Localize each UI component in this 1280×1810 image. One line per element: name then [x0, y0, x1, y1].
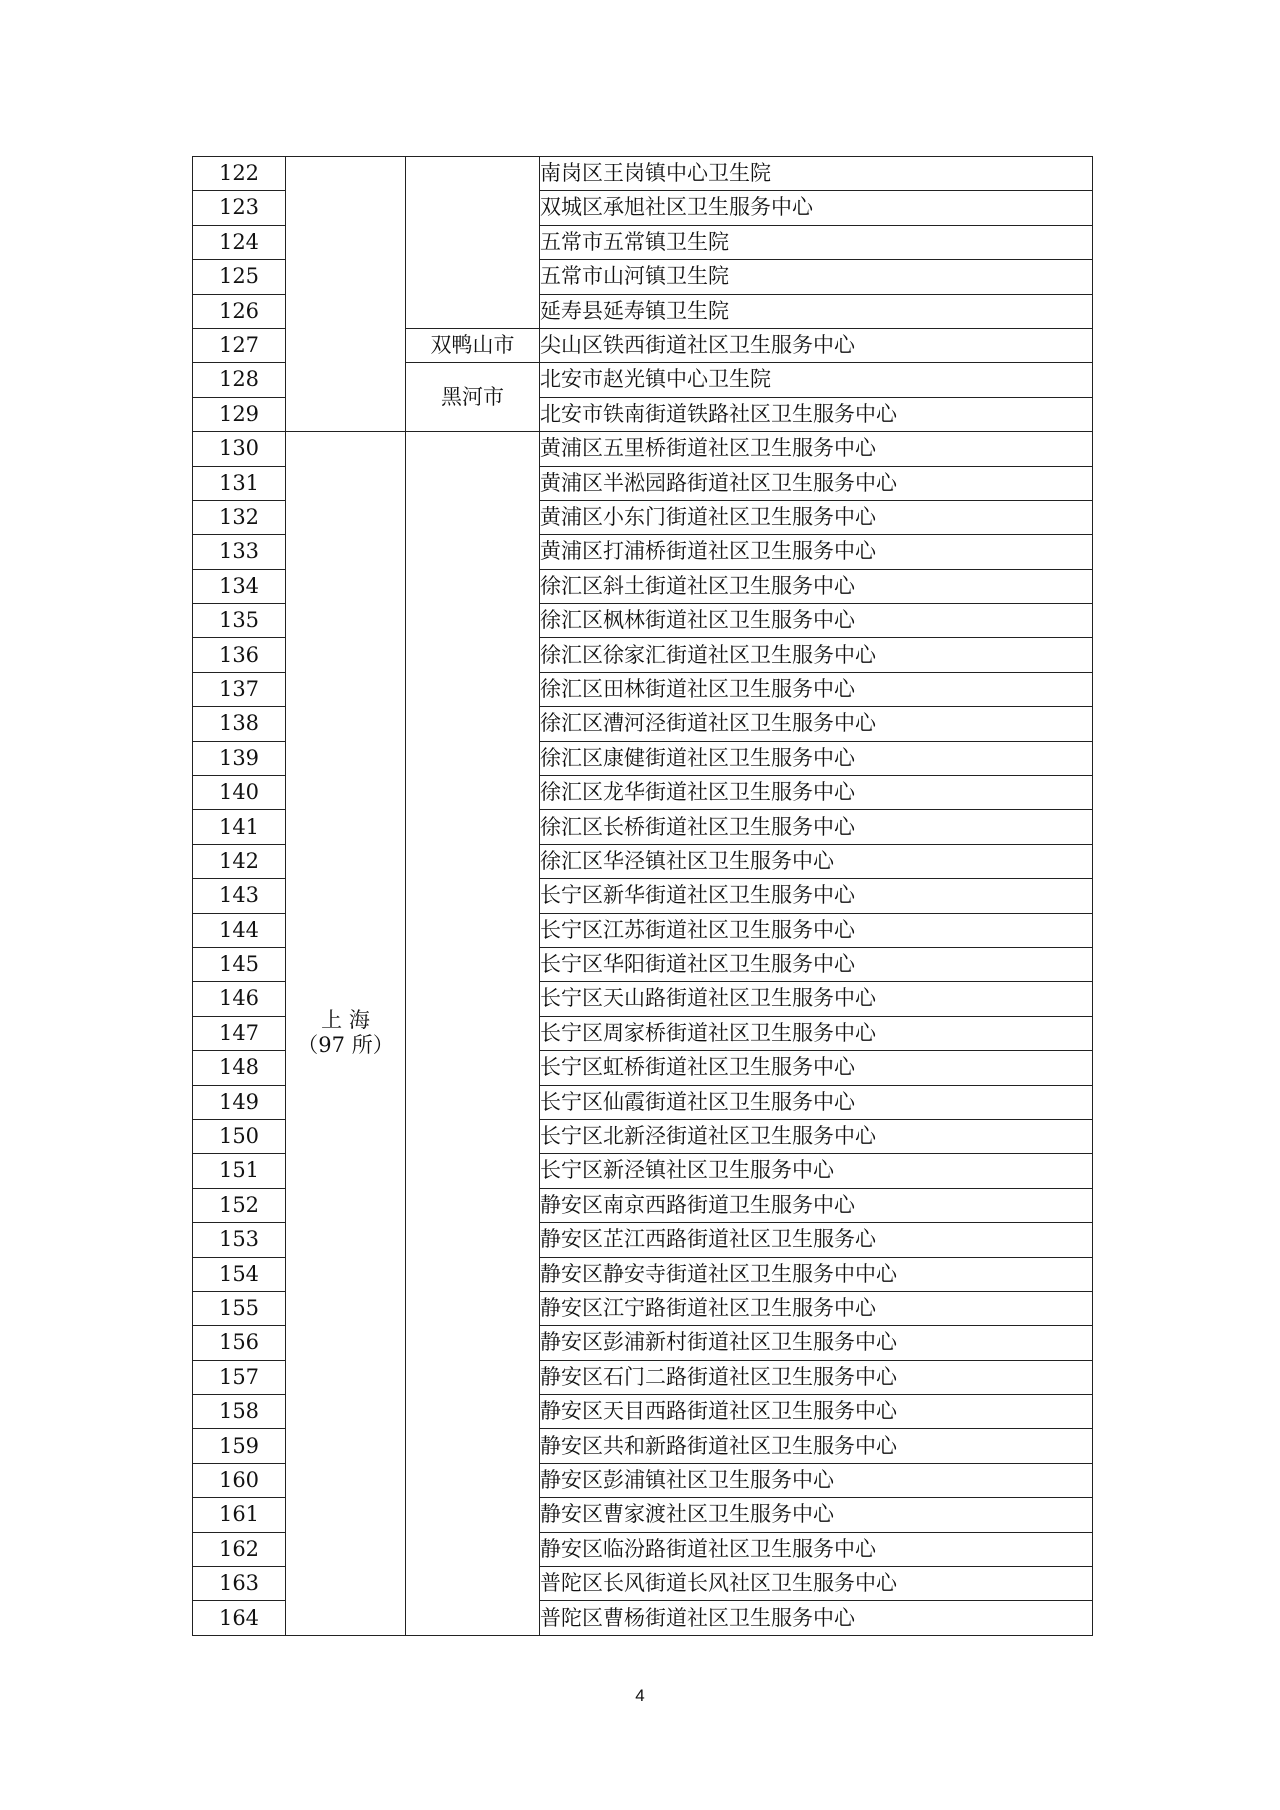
row-number: 163	[193, 1567, 286, 1601]
row-number: 153	[193, 1223, 286, 1257]
facility-name: 黄浦区小东门街道社区卫生服务中心	[540, 500, 1093, 534]
facility-name: 长宁区天山路街道社区卫生服务中心	[540, 982, 1093, 1016]
row-number: 134	[193, 569, 286, 603]
facility-name: 徐汇区枫林街道社区卫生服务中心	[540, 604, 1093, 638]
row-number: 126	[193, 294, 286, 328]
row-number: 130	[193, 432, 286, 466]
row-number: 147	[193, 1016, 286, 1050]
row-number: 159	[193, 1429, 286, 1463]
row-number: 123	[193, 191, 286, 225]
row-number: 135	[193, 604, 286, 638]
facility-table	[192, 156, 1093, 1636]
facility-name: 长宁区新泾镇社区卫生服务中心	[540, 1154, 1093, 1188]
row-number: 128	[193, 363, 286, 397]
row-number: 131	[193, 466, 286, 500]
row-number: 122	[193, 157, 286, 191]
row-number: 136	[193, 638, 286, 672]
facility-name: 南岗区王岗镇中心卫生院	[540, 157, 1093, 191]
facility-name: 延寿县延寿镇卫生院	[540, 294, 1093, 328]
facility-name: 徐汇区龙华街道社区卫生服务中心	[540, 776, 1093, 810]
row-number: 157	[193, 1360, 286, 1394]
row-number: 125	[193, 260, 286, 294]
facility-name: 长宁区新华街道社区卫生服务中心	[540, 879, 1093, 913]
row-number: 127	[193, 328, 286, 362]
row-number: 144	[193, 913, 286, 947]
facility-name: 静安区芷江西路街道社区卫生服务心	[540, 1223, 1093, 1257]
facility-name: 徐汇区漕河泾街道社区卫生服务中心	[540, 707, 1093, 741]
row-number: 146	[193, 982, 286, 1016]
province-cell	[286, 432, 406, 1636]
row-number: 137	[193, 672, 286, 706]
facility-name: 五常市五常镇卫生院	[540, 225, 1093, 259]
row-number: 156	[193, 1326, 286, 1360]
facility-name: 普陀区长风街道长风社区卫生服务中心	[540, 1567, 1093, 1601]
table-row	[193, 157, 1093, 191]
province-cell	[286, 157, 406, 432]
city-cell	[406, 157, 540, 329]
row-number: 124	[193, 225, 286, 259]
facility-name: 长宁区江苏街道社区卫生服务中心	[540, 913, 1093, 947]
facility-name: 长宁区华阳街道社区卫生服务中心	[540, 947, 1093, 981]
facility-name: 徐汇区田林街道社区卫生服务中心	[540, 672, 1093, 706]
row-number: 132	[193, 500, 286, 534]
row-number: 149	[193, 1085, 286, 1119]
row-number: 138	[193, 707, 286, 741]
province-count: （97 所）	[297, 1033, 394, 1058]
facility-name: 普陀区曹杨街道社区卫生服务中心	[540, 1601, 1093, 1635]
row-number: 160	[193, 1463, 286, 1497]
row-number: 139	[193, 741, 286, 775]
facility-name: 静安区南京西路街道卫生服务中心	[540, 1188, 1093, 1222]
row-number: 143	[193, 879, 286, 913]
facility-name: 徐汇区徐家汇街道社区卫生服务中心	[540, 638, 1093, 672]
row-number: 154	[193, 1257, 286, 1291]
facility-table-body	[193, 157, 1093, 1636]
row-number: 152	[193, 1188, 286, 1222]
row-number: 142	[193, 844, 286, 878]
city-cell	[406, 432, 540, 1636]
facility-name: 长宁区虹桥街道社区卫生服务中心	[540, 1051, 1093, 1085]
facility-name: 静安区彭浦镇社区卫生服务中心	[540, 1463, 1093, 1497]
facility-name: 尖山区铁西街道社区卫生服务中心	[540, 328, 1093, 362]
row-number: 150	[193, 1119, 286, 1153]
facility-name: 静安区天目西路街道社区卫生服务中心	[540, 1395, 1093, 1429]
facility-name: 五常市山河镇卫生院	[540, 260, 1093, 294]
row-number: 151	[193, 1154, 286, 1188]
table-row	[193, 432, 1093, 466]
facility-name: 静安区彭浦新村街道社区卫生服务中心	[540, 1326, 1093, 1360]
facility-name: 静安区静安寺街道社区卫生服务中中心	[540, 1257, 1093, 1291]
row-number: 158	[193, 1395, 286, 1429]
facility-name: 静安区曹家渡社区卫生服务中心	[540, 1498, 1093, 1532]
row-number: 140	[193, 776, 286, 810]
facility-name: 北安市赵光镇中心卫生院	[540, 363, 1093, 397]
facility-name: 黄浦区五里桥街道社区卫生服务中心	[540, 432, 1093, 466]
row-number: 141	[193, 810, 286, 844]
row-number: 133	[193, 535, 286, 569]
facility-name: 长宁区周家桥街道社区卫生服务中心	[540, 1016, 1093, 1050]
facility-name: 北安市铁南街道铁路社区卫生服务中心	[540, 397, 1093, 431]
row-number: 129	[193, 397, 286, 431]
city-cell: 黑河市	[406, 363, 540, 432]
facility-name: 黄浦区半淞园路街道社区卫生服务中心	[540, 466, 1093, 500]
facility-name: 徐汇区康健街道社区卫生服务中心	[540, 741, 1093, 775]
city-cell: 双鸭山市	[406, 328, 540, 362]
facility-name: 徐汇区长桥街道社区卫生服务中心	[540, 810, 1093, 844]
row-number: 162	[193, 1532, 286, 1566]
facility-name: 静安区临汾路街道社区卫生服务中心	[540, 1532, 1093, 1566]
facility-name: 双城区承旭社区卫生服务中心	[540, 191, 1093, 225]
row-number: 148	[193, 1051, 286, 1085]
row-number: 145	[193, 947, 286, 981]
province-name: 上 海	[321, 1008, 370, 1033]
row-number: 161	[193, 1498, 286, 1532]
row-number: 164	[193, 1601, 286, 1635]
facility-name: 徐汇区华泾镇社区卫生服务中心	[540, 844, 1093, 878]
facility-name: 静安区江宁路街道社区卫生服务中心	[540, 1291, 1093, 1325]
facility-name: 黄浦区打浦桥街道社区卫生服务中心	[540, 535, 1093, 569]
facility-name: 静安区石门二路街道社区卫生服务中心	[540, 1360, 1093, 1394]
facility-name: 长宁区仙霞街道社区卫生服务中心	[540, 1085, 1093, 1119]
facility-name: 徐汇区斜土街道社区卫生服务中心	[540, 569, 1093, 603]
facility-name: 长宁区北新泾街道社区卫生服务中心	[540, 1119, 1093, 1153]
row-number: 155	[193, 1291, 286, 1325]
facility-name: 静安区共和新路街道社区卫生服务中心	[540, 1429, 1093, 1463]
page-number: 4	[635, 1686, 645, 1705]
